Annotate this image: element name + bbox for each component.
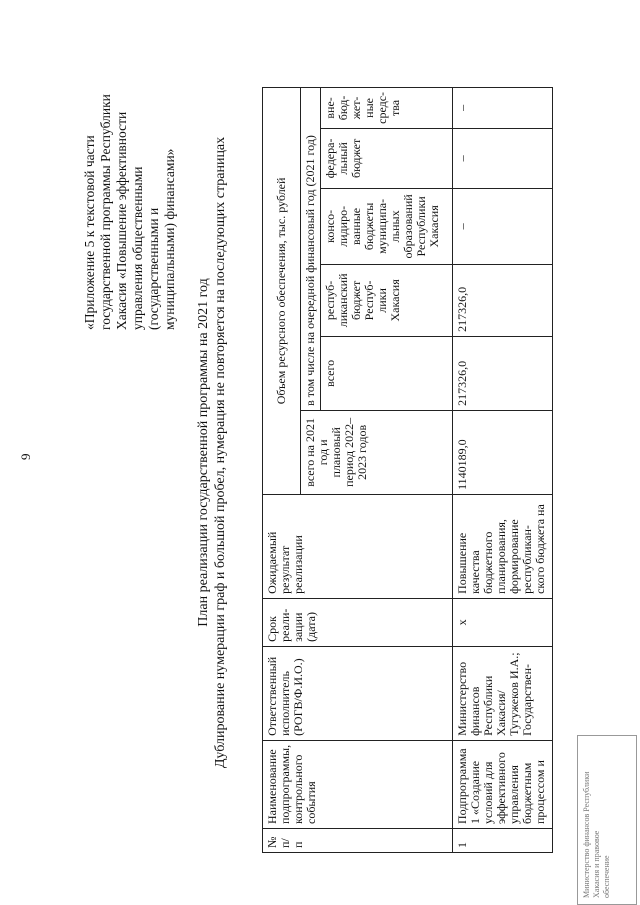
header-incl-2021: в том числе на очередной финансовый год (2021 год) — [301, 87, 321, 410]
row-consolidated: – — [453, 188, 553, 264]
page-number: 9 — [18, 453, 33, 460]
duplicate-numbering-note: Дублирование нумерации граф и большой пробел, нумерация не повторяется на последующих страницах — [213, 136, 228, 769]
header-num: № п/п — [263, 829, 453, 853]
row-total-period: 1140189,0 — [453, 410, 553, 494]
table-row — [453, 87, 553, 852]
header-name: Наименование подпрограммы, контрольного события — [263, 740, 453, 828]
row-all: 217326,0 — [453, 336, 553, 410]
appendix-line: (государственными и — [146, 207, 161, 330]
appendix-line: государственной программы Республики — [98, 94, 113, 330]
row-name: Подпрограмма 1 «Создание условий для эффективного управления бюджетным процессом и — [453, 740, 553, 828]
header-total-period: всего на 2021 год и плановый период 2022–2023 годов — [301, 410, 453, 494]
appendix-line: муниципальными) финансами» — [162, 148, 177, 330]
row-result: Повышение качества бюджетного планирования, формирование республикан-ского бюджета на — [453, 494, 553, 598]
header-republic-budget: респуб-ликанский бюджет Респуб-лики Хакасия — [321, 264, 453, 336]
stamp-line: Министерство финансов Республики — [582, 771, 591, 898]
header-executor: Ответственный исполнитель (РОГВ/Ф.И.О.) — [263, 646, 453, 740]
appendix-line: управления общественными — [130, 166, 145, 330]
implementation-plan-table — [262, 87, 553, 853]
header-consolidated-budgets: консо-лидиро-ванные бюджеты муниципа-льных образований Республики Хакасия — [321, 188, 453, 264]
header-term: Срок реали-зации (дата) — [263, 598, 453, 646]
row-term: x — [453, 598, 553, 646]
row-republic: 217326,0 — [453, 264, 553, 336]
stamp-line: Хакасия и правовое — [592, 830, 601, 898]
header-all: всего — [321, 336, 453, 410]
row-extra: – — [453, 87, 553, 128]
row-executor: Министерство финансов Республики Хакасия/ Тугужеков И.А.; Государствен- — [453, 646, 553, 740]
plan-title: План реализации государственной программы на 2021 год — [196, 278, 211, 627]
header-federal-budget: федера-льный бюджет — [321, 128, 453, 188]
header-volume: Объем ресурсного обеспечения, тыс. рублей — [263, 87, 301, 494]
header-result: Ожидаемый результат реализации — [263, 494, 453, 598]
registration-stamp — [577, 735, 637, 905]
stamp-line: обеспечение — [602, 855, 611, 898]
appendix-reference — [82, 85, 178, 330]
row-federal: – — [453, 128, 553, 188]
appendix-line: Хакасия «Повышение эффективности — [114, 111, 129, 330]
header-extra-budget: вне-бюд-жет-ные средс-тва — [321, 87, 453, 128]
row-num: 1 — [453, 829, 553, 853]
appendix-line: «Приложение 5 к текстовой части — [82, 135, 97, 330]
